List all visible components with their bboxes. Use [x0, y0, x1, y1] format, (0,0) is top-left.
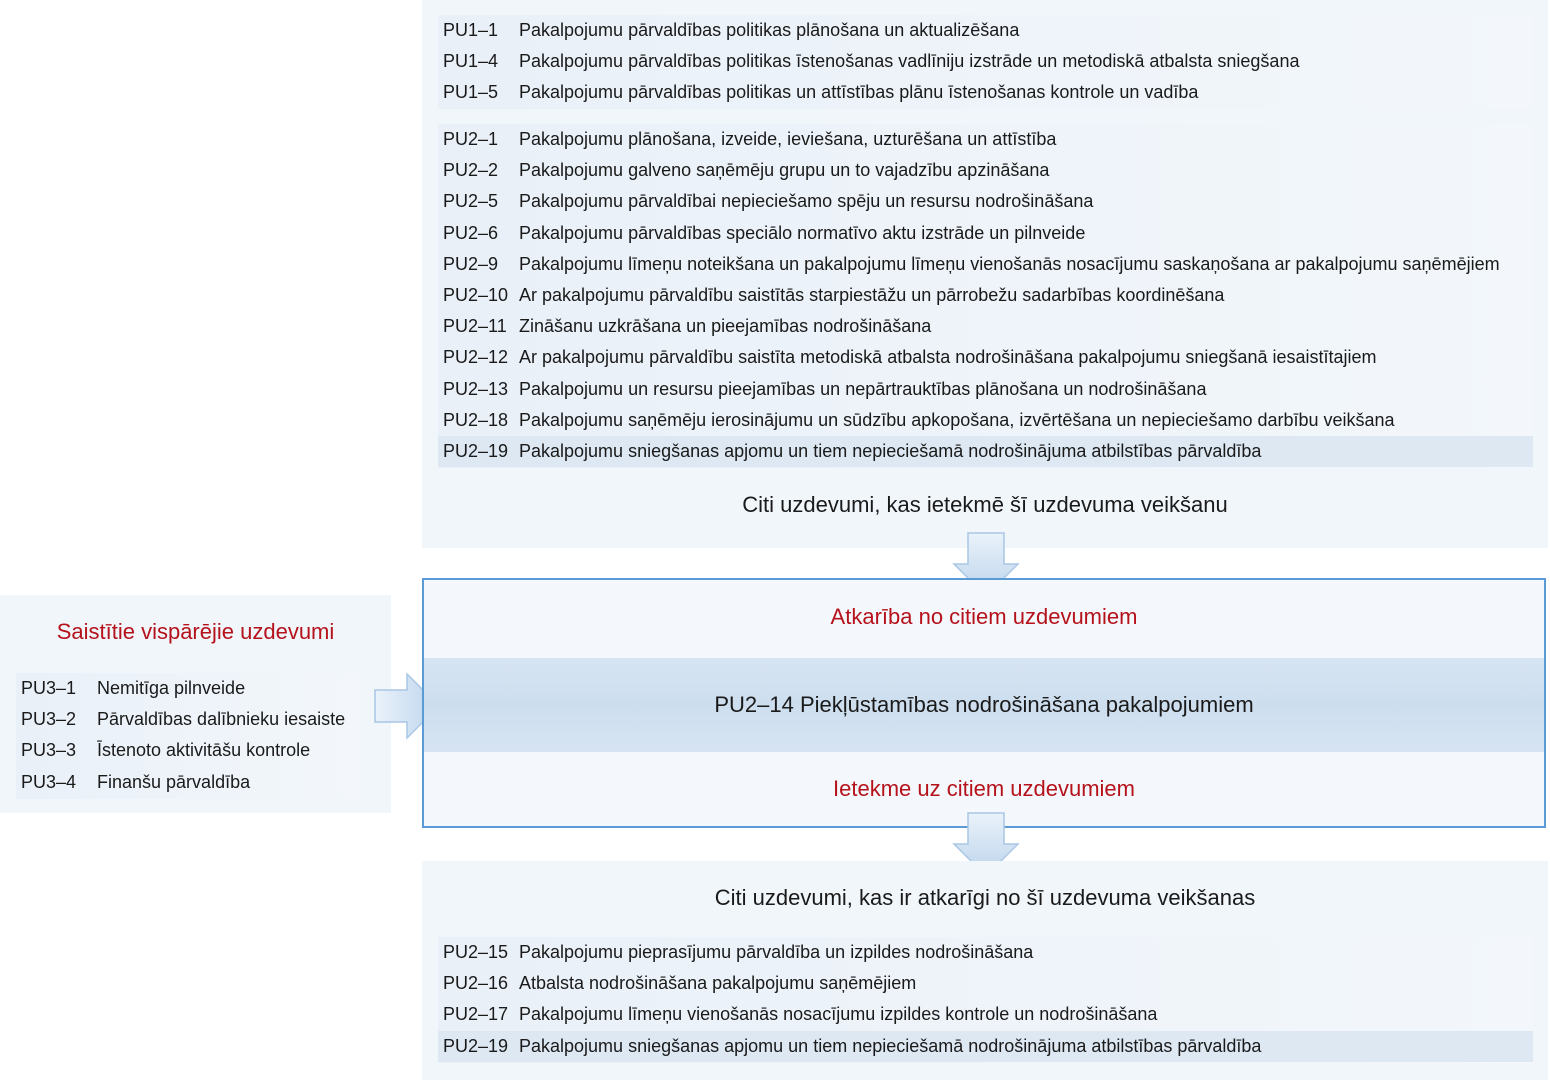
task-label: Finanšu pārvaldība — [97, 771, 251, 792]
task-code: PU3–3 — [21, 740, 77, 761]
task-code: PU2–19 — [443, 1035, 509, 1056]
dependency-label: Atkarība no citiem uzdevumiem — [830, 604, 1138, 629]
task-row — [438, 280, 1533, 311]
task-code: PU2–6 — [443, 222, 499, 243]
task-code: PU2–12 — [443, 347, 509, 368]
task-label: Ar pakalpojumu pārvaldību saistīta metodiskā atbalsta nodrošināšana pakalpojumu sniegšanā iesaistītajiem — [519, 347, 1377, 368]
task-row-highlighted — [438, 1031, 1533, 1062]
task-label: Pakalpojumu pārvaldības politikas un attīstības plānu īstenošanas kontrole un vadība — [519, 82, 1199, 103]
task-label: Pakalpojumu saņēmēju ierosinājumu un sūdzību apkopošana, izvērtēšana un nepieciešamo darbību veikšana — [519, 409, 1395, 430]
task-label: Pakalpojumu sniegšanas apjomu un tiem nepieciešamā nodrošinājuma atbilstības pārvaldība — [519, 1035, 1262, 1056]
task-code: PU2–11 — [443, 316, 507, 337]
task-code: PU2–19 — [443, 440, 509, 461]
task-label: Pakalpojumu pieprasījumu pārvaldība un izpildes nodrošināšana — [519, 942, 1034, 963]
task-code: PU2–13 — [443, 378, 509, 399]
task-code: PU2–5 — [443, 191, 499, 212]
task-row — [16, 673, 359, 704]
task-label: Pakalpojumu galveno saņēmēju grupu un to vajadzību apzināšana — [519, 160, 1050, 181]
task-code: PU2–15 — [443, 942, 509, 963]
task-code: PU3–4 — [21, 771, 77, 792]
task-row — [438, 405, 1533, 436]
left-panel — [0, 595, 391, 813]
task-row — [438, 342, 1533, 373]
task-code: PU1–1 — [443, 20, 499, 41]
task-code: PU2–2 — [443, 160, 499, 181]
task-label: Pakalpojumu pārvaldības politikas plānošana un aktualizēšana — [519, 20, 1020, 41]
task-label: Pārvaldības dalībnieku iesaiste — [97, 709, 346, 730]
task-label: Pakalpojumu līmeņu vienošanās nosacījumu izpildes kontrole un nodrošināšana — [519, 1004, 1158, 1025]
task-label: Pakalpojumu sniegšanas apjomu un tiem nepieciešamā nodrošinājuma atbilstības pārvaldība — [519, 440, 1262, 461]
task-code: PU2–9 — [443, 253, 499, 274]
task-row — [438, 374, 1533, 405]
task-label: Pakalpojumu līmeņu noteikšana un pakalpojumu līmeņu vienošanās nosacījumu saskaņošana ar pakalpojumu saņēmējiem — [519, 253, 1500, 274]
dependent-task-list — [438, 937, 1533, 1063]
task-label: Pakalpojumu un resursu pieejamības un nepārtrauktības plānošana un nodrošināšana — [519, 378, 1207, 399]
influencing-tasks-caption: Citi uzdevumi, kas ietekmē šī uzdevuma veikšanu — [742, 492, 1228, 517]
task-label: Pakalpojumu pārvaldībai nepieciešamo spēju un resursu nodrošināšana — [519, 191, 1094, 212]
task-code: PU3–1 — [21, 678, 77, 699]
task-label: Nemitīga pilnveide — [97, 678, 246, 699]
task-code: PU2–16 — [443, 973, 509, 994]
task-row — [438, 77, 1533, 108]
task-row-highlighted — [438, 436, 1533, 467]
task-group-pu1 — [438, 15, 1533, 109]
task-code: PU2–17 — [443, 1004, 509, 1025]
task-row — [438, 46, 1533, 77]
task-row — [438, 155, 1533, 186]
task-row — [438, 937, 1533, 968]
task-label: Pakalpojumu plānošana, izveide, ieviešana, uzturēšana un attīstība — [519, 129, 1057, 150]
task-code: PU2–1 — [443, 129, 499, 150]
task-code: PU2–10 — [443, 285, 509, 306]
task-label: Īstenoto aktivitāšu kontrole — [97, 740, 311, 761]
task-label: Ar pakalpojumu pārvaldību saistītās starpiestāžu un pārrobežu sadarbības koordinēšana — [519, 285, 1225, 306]
influence-label: Ietekme uz citiem uzdevumiem — [833, 776, 1135, 801]
bottom-panel — [422, 861, 1548, 1080]
task-row — [438, 999, 1533, 1030]
central-task-title: PU2–14 Piekļūstamības nodrošināšana pakalpojumiem — [714, 692, 1254, 717]
task-row — [438, 15, 1533, 46]
top-panel — [422, 0, 1548, 548]
related-tasks-title: Saistītie vispārējie uzdevumi — [56, 619, 335, 644]
task-code: PU1–5 — [443, 82, 499, 103]
task-label: Pakalpojumu pārvaldības politikas īstenošanas vadlīniju izstrāde un metodiskā atbalsta sniegšana — [519, 51, 1300, 72]
task-code: PU1–4 — [443, 51, 499, 72]
task-group-pu2 — [438, 124, 1533, 468]
task-label: Atbalsta nodrošināšana pakalpojumu saņēmējiem — [519, 973, 917, 994]
task-row — [16, 704, 359, 735]
related-task-list — [16, 673, 359, 799]
central-task-box — [422, 578, 1546, 828]
task-row — [16, 735, 359, 766]
task-row — [438, 124, 1533, 155]
task-label: Pakalpojumu pārvaldības speciālo normatīvo aktu izstrāde un pilnveide — [519, 222, 1086, 243]
task-row — [438, 249, 1533, 280]
task-row — [438, 311, 1533, 342]
task-label: Zināšanu uzkrāšana un pieejamības nodrošināšana — [519, 316, 932, 337]
task-row — [438, 186, 1533, 217]
task-code: PU3–2 — [21, 709, 77, 730]
task-code: PU2–18 — [443, 409, 509, 430]
dependent-tasks-caption: Citi uzdevumi, kas ir atkarīgi no šī uzdevuma veikšanas — [714, 885, 1256, 910]
task-row — [16, 767, 359, 798]
task-row — [438, 968, 1533, 999]
task-row — [438, 218, 1533, 249]
